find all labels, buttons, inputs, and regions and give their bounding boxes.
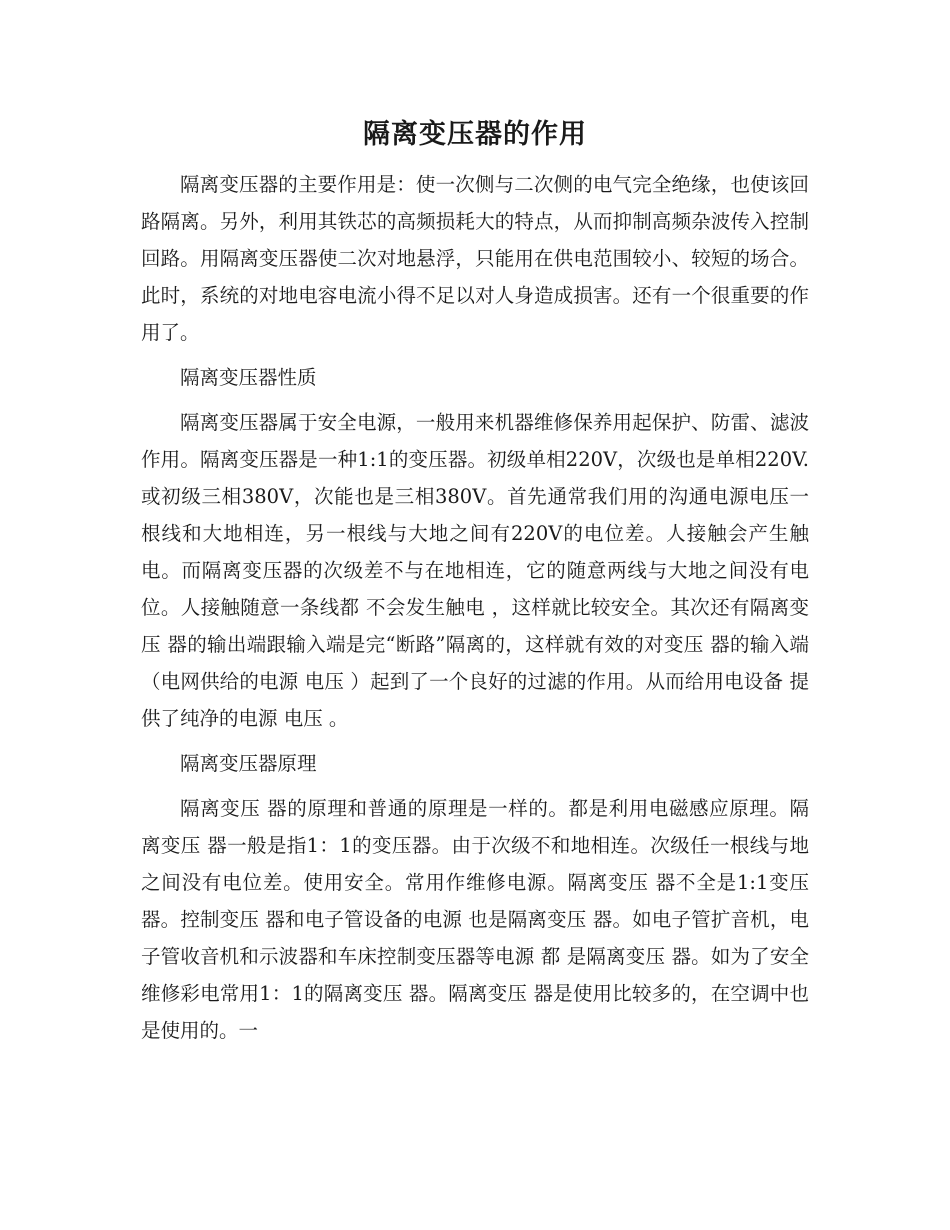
- document-title: 隔离变压器的作用: [363, 119, 587, 150]
- paragraph-properties: 隔离变压器属于安全电源，一般用来机器维修保养用起保护、防雷、滤波作用。隔离变压器是一种1:1的变压器。初级单相220V，次级也是单相220V.或初级三相380V，次能也是三相380V。首先通常我们用的沟通电源电压一根线和大地相连，另一根线与大地之间有220V的电位差。人接触会产生触电。而隔离变压器的次级差不与在地相连，它的随意两线与大地之间没有电位。人接触随意一条线都 不会发生触电 ，这样就比较安全。其次还有隔离变压 器的输出端跟输入端是完“断路”隔离的，这样就有效的对变压 器的输入端（电网供给的电源 电压 ）起到了一个良好的过滤的作用。从而给用电设备 提供了纯净的电源 电压 。: [141, 411, 809, 730]
- document-body: [141, 166, 809, 1049]
- section-heading-principle: 隔离变压器原理: [180, 752, 317, 775]
- section-heading-properties: 隔离变压器性质: [180, 366, 317, 389]
- paragraph-principle: 隔离变压 器的原理和普通的原理是一样的。都是利用电磁感应原理。隔离变压 器一般是指1：1的变压器。由于次级不和地相连。次级任一根线与地之间没有电位差。使用安全。常用作维修电源。隔离变压 器不全是1:1变压器。控制变压 器和电子管设备的电源 也是隔离变压 器。如电子管扩音机，电子管收音机和示波器和车床控制变压器等电源 都 是隔离变压 器。如为了安全维修彩电常用1：1的隔离变压 器。隔离变压 器是使用比较多的，在空调中也是使用的。一: [141, 797, 809, 1042]
- paragraph-intro: 隔离变压器的主要作用是：使一次侧与二次侧的电气完全绝缘，也使该回路隔离。另外，利用其铁芯的高频损耗大的特点，从而抑制高频杂波传入控制回路。用隔离变压器使二次对地悬浮，只能用在供电范围较小、较短的场合。此时，系统的对地电容电流小得不足以对人身造成损害。还有一个很重要的作用了。: [141, 173, 809, 344]
